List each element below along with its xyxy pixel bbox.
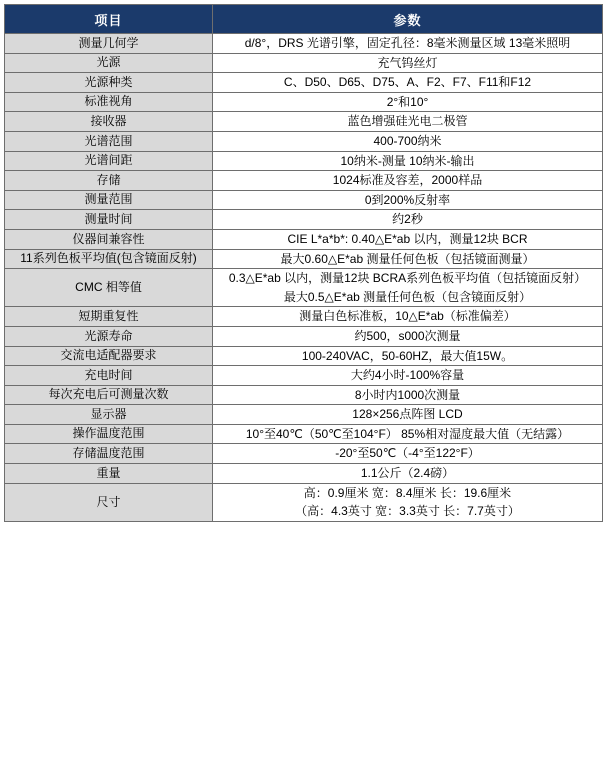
- spec-item-cell: 光谱间距: [5, 151, 213, 171]
- spec-param-cell: [213, 346, 603, 366]
- spec-param-line: 10纳米-测量 10纳米-输出: [340, 153, 475, 168]
- spec-param-line: 高：0.9厘米 宽：8.4厘米 长：19.6厘米: [303, 485, 512, 500]
- spec-param-cell: [213, 424, 603, 444]
- table-row: [5, 53, 603, 73]
- table-row: [5, 210, 603, 230]
- spec-param-cell: [213, 151, 603, 171]
- spec-param-cell: [213, 249, 603, 269]
- table-row: [5, 269, 603, 307]
- spec-param-cell: [213, 171, 603, 191]
- spec-param-cell: [213, 73, 603, 93]
- spec-param-line: 0.3△E*ab 以内，测量12块 BCRA系列色板平均值（包括镜面反射）: [228, 271, 587, 286]
- spec-item-cell: 交流电适配器要求: [5, 346, 213, 366]
- spec-param-cell: [213, 385, 603, 405]
- table-row: [5, 190, 603, 210]
- spec-param-cell: [213, 53, 603, 73]
- table-row: [5, 346, 603, 366]
- spec-param-line: 128×256点阵图 LCD: [352, 407, 463, 422]
- column-header-item: 项目: [5, 5, 213, 34]
- spec-param-line: CIE L*a*b*: 0.40△E*ab 以内，测量12块 BCR: [287, 231, 528, 246]
- table-row: [5, 229, 603, 249]
- spec-param-cell: [213, 464, 603, 484]
- spec-param-line: 1.1公斤（2.4磅）: [360, 466, 455, 481]
- spec-param-cell: [213, 210, 603, 230]
- spec-param-line: 10°至40℃（50℃至104°F） 85%相对湿度最大值（无结露）: [245, 426, 570, 441]
- spec-param-cell: [213, 405, 603, 425]
- table-header-row: [5, 5, 603, 34]
- spec-item-cell: 光谱范围: [5, 131, 213, 151]
- spec-item-cell: 11系列色板平均值(包含镜面反射): [5, 249, 213, 269]
- spec-item-cell: 接收器: [5, 112, 213, 132]
- spec-param-line: 蓝色增强硅光电二极管: [347, 114, 468, 129]
- spec-param-cell: [213, 229, 603, 249]
- spec-param-cell: [213, 326, 603, 346]
- spec-item-cell: 短期重复性: [5, 307, 213, 327]
- spec-param-cell: [213, 366, 603, 386]
- spec-item-cell: 重量: [5, 464, 213, 484]
- spec-item-cell: 测量范围: [5, 190, 213, 210]
- table-row: [5, 171, 603, 191]
- spec-item-cell: 光源: [5, 53, 213, 73]
- spec-item-cell: 显示器: [5, 405, 213, 425]
- spec-param-line: 8小时内1000次测量: [354, 387, 461, 402]
- spec-param-line: 2°和10°: [386, 94, 429, 109]
- spec-param-cell: [213, 131, 603, 151]
- spec-item-cell: 充电时间: [5, 366, 213, 386]
- table-row: [5, 464, 603, 484]
- spec-param-cell: [213, 269, 603, 307]
- table-body: [5, 34, 603, 522]
- spec-item-cell: 标准视角: [5, 92, 213, 112]
- spec-param-cell: [213, 190, 603, 210]
- table-row: [5, 92, 603, 112]
- spec-param-line: d/8°，DRS 光谱引擎，固定孔径：8毫米测量区域 13毫米照明: [244, 36, 571, 50]
- spec-param-line: （高：4.3英寸 宽：3.3英寸 长：7.7英寸）: [295, 504, 520, 519]
- table-row: [5, 424, 603, 444]
- spec-param-cell: [213, 34, 603, 54]
- spec-item-cell: 尺寸: [5, 483, 213, 521]
- table-header: [5, 5, 603, 34]
- spec-param-line: C、D50、D65、D75、A、F2、F7、F11和F12: [283, 75, 532, 90]
- spec-param-line: 大约4小时-100%容量: [350, 368, 465, 383]
- spec-param-line: 约500，s000次测量: [354, 328, 461, 343]
- spec-param-cell: [213, 307, 603, 327]
- spec-item-cell: 每次充电后可测量次数: [5, 385, 213, 405]
- table-row: [5, 385, 603, 405]
- spec-param-line: 0到200%反射率: [364, 192, 451, 207]
- spec-param-cell: [213, 92, 603, 112]
- spec-item-cell: 测量几何学: [5, 34, 213, 54]
- spec-param-cell: [213, 112, 603, 132]
- spec-param-line: 充气钨丝灯: [377, 55, 438, 70]
- spec-item-cell: 操作温度范围: [5, 424, 213, 444]
- spec-item-cell: CMC 相等值: [5, 269, 213, 307]
- spec-item-cell: 光源种类: [5, 73, 213, 93]
- table-row: [5, 483, 603, 521]
- spec-item-cell: 存储温度范围: [5, 444, 213, 464]
- spec-param-line: 100-240VAC，50-60HZ，最大值15W。: [301, 348, 514, 363]
- spec-item-cell: 测量时间: [5, 210, 213, 230]
- column-header-param: 参数: [213, 5, 603, 34]
- spec-param-line: 最大0.60△E*ab 测量任何色板（包括镜面测量）: [280, 251, 535, 266]
- table-row: [5, 151, 603, 171]
- spec-param-line: 最大0.5△E*ab 测量任何色板（包含镜面反射）: [283, 289, 532, 304]
- spec-item-cell: 光源寿命: [5, 326, 213, 346]
- specifications-table: [4, 4, 603, 522]
- table-row: [5, 307, 603, 327]
- spec-param-line: 测量白色标准板，10△E*ab（标准偏差）: [299, 309, 516, 324]
- spec-param-line: -20°至50℃（-4°至122°F）: [335, 446, 480, 461]
- spec-param-line: 1024标准及容差，2000样品: [332, 173, 483, 188]
- table-row: [5, 112, 603, 132]
- table-row: [5, 326, 603, 346]
- table-row: [5, 366, 603, 386]
- table-row: [5, 405, 603, 425]
- table-row: [5, 444, 603, 464]
- spec-param-line: 400-700纳米: [373, 133, 442, 148]
- spec-param-cell: [213, 483, 603, 521]
- table-row: [5, 34, 603, 54]
- spec-param-cell: [213, 444, 603, 464]
- table-row: [5, 73, 603, 93]
- spec-item-cell: 存储: [5, 171, 213, 191]
- table-row: [5, 131, 603, 151]
- spec-item-cell: 仪器间兼容性: [5, 229, 213, 249]
- spec-param-line: 约2秒: [392, 212, 423, 227]
- table-row: [5, 249, 603, 269]
